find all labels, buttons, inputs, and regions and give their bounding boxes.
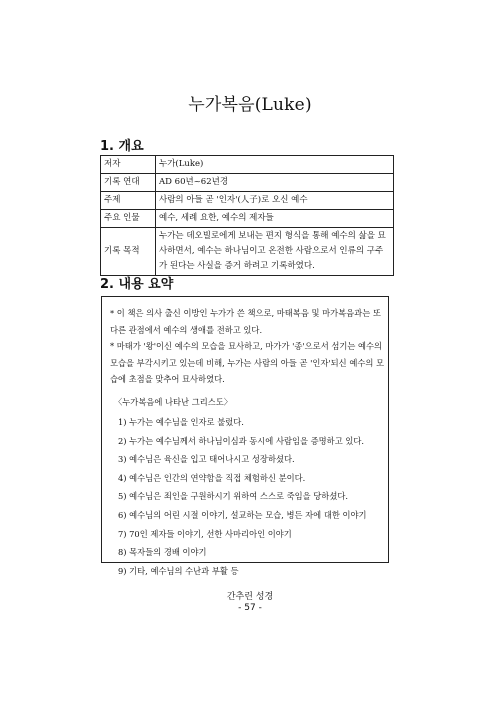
table-row	[101, 156, 394, 174]
table-row	[101, 228, 394, 276]
row-label: 주요 인물	[101, 210, 156, 228]
row-value: 예수, 세례 요한, 예수의 제자들	[156, 210, 394, 228]
row-value: 사람의 아들 곧 '인자'(人子)로 오신 예수	[156, 192, 394, 210]
list-item: 4) 예수님은 인간의 연약함을 직접 체험하신 분이다.	[118, 472, 306, 483]
christ-subtitle: 〈누가복음에 나타난 그리스도〉	[114, 396, 233, 407]
list-item: 6) 예수님의 어린 시절 이야기, 설교하는 모습, 병든 자에 대한 이야기	[118, 509, 367, 520]
row-value: 누가는 데오빌로에게 보내는 편지 형식을 통해 예수의 삶을 묘사하면서, 예수는 하나님이고 온전한 사람으로서 인류의 구주가 된다는 사실을 증거 하려고 기록하였다.	[156, 228, 394, 276]
list-item: 2) 누가는 예수님께서 하나님이심과 동시에 사람임을 증명하고 있다.	[118, 435, 365, 446]
row-label: 주제	[101, 192, 156, 210]
summary-box	[101, 296, 389, 576]
list-item: 9) 기타, 예수님의 수난과 부활 등	[118, 565, 239, 576]
summary-paragraph-2: * 마태가 '왕'이신 예수의 모습을 묘사하고, 마가가 '종'으로서 섬기는 예수의 모습을 부각시키고 있는데 비해, 누가는 사람의 아들 곧 '인자'되신 예수의 모습에 초점을 맞추어 묘사하였다.	[110, 341, 385, 384]
summary-paragraph-1: * 이 책은 의사 출신 이방인 누가가 쓴 책으로, 마태복음 및 마가복음과는 또 다른 관점에서 예수의 생애를 전하고 있다.	[110, 308, 381, 335]
section-heading-summary: 2. 내용 요약	[100, 277, 174, 292]
list-item: 5) 예수님은 죄인을 구원하시기 위하여 스스로 죽임을 당하셨다.	[118, 491, 348, 502]
footer-book-title: 간추린 성경	[226, 592, 274, 602]
row-value: AD 60년~62년경	[156, 174, 394, 192]
list-item: 1) 누가는 예수님을 인자로 불렀다.	[118, 417, 244, 427]
row-label: 기록 연대	[101, 174, 156, 192]
table-row	[101, 174, 394, 192]
list-item: 3) 예수님은 육신을 입고 태어나시고 성장하셨다.	[118, 454, 295, 465]
list-item: 8) 목자들의 경배 이야기	[118, 547, 207, 558]
row-value: 누가(Luke)	[156, 156, 394, 174]
christ-list	[110, 413, 386, 580]
section-heading-overview: 1. 개요	[100, 139, 144, 154]
overview-table	[100, 155, 394, 276]
page-number: - 57 -	[238, 603, 262, 613]
page-title: 누가복음(Luke)	[188, 95, 312, 115]
table-row	[101, 210, 394, 228]
row-label: 기록 목적	[101, 228, 156, 276]
list-item: 7) 70인 제자들 이야기, 선한 사마리아인 이야기	[118, 528, 292, 539]
table-row	[101, 192, 394, 210]
row-label: 저자	[101, 156, 156, 174]
